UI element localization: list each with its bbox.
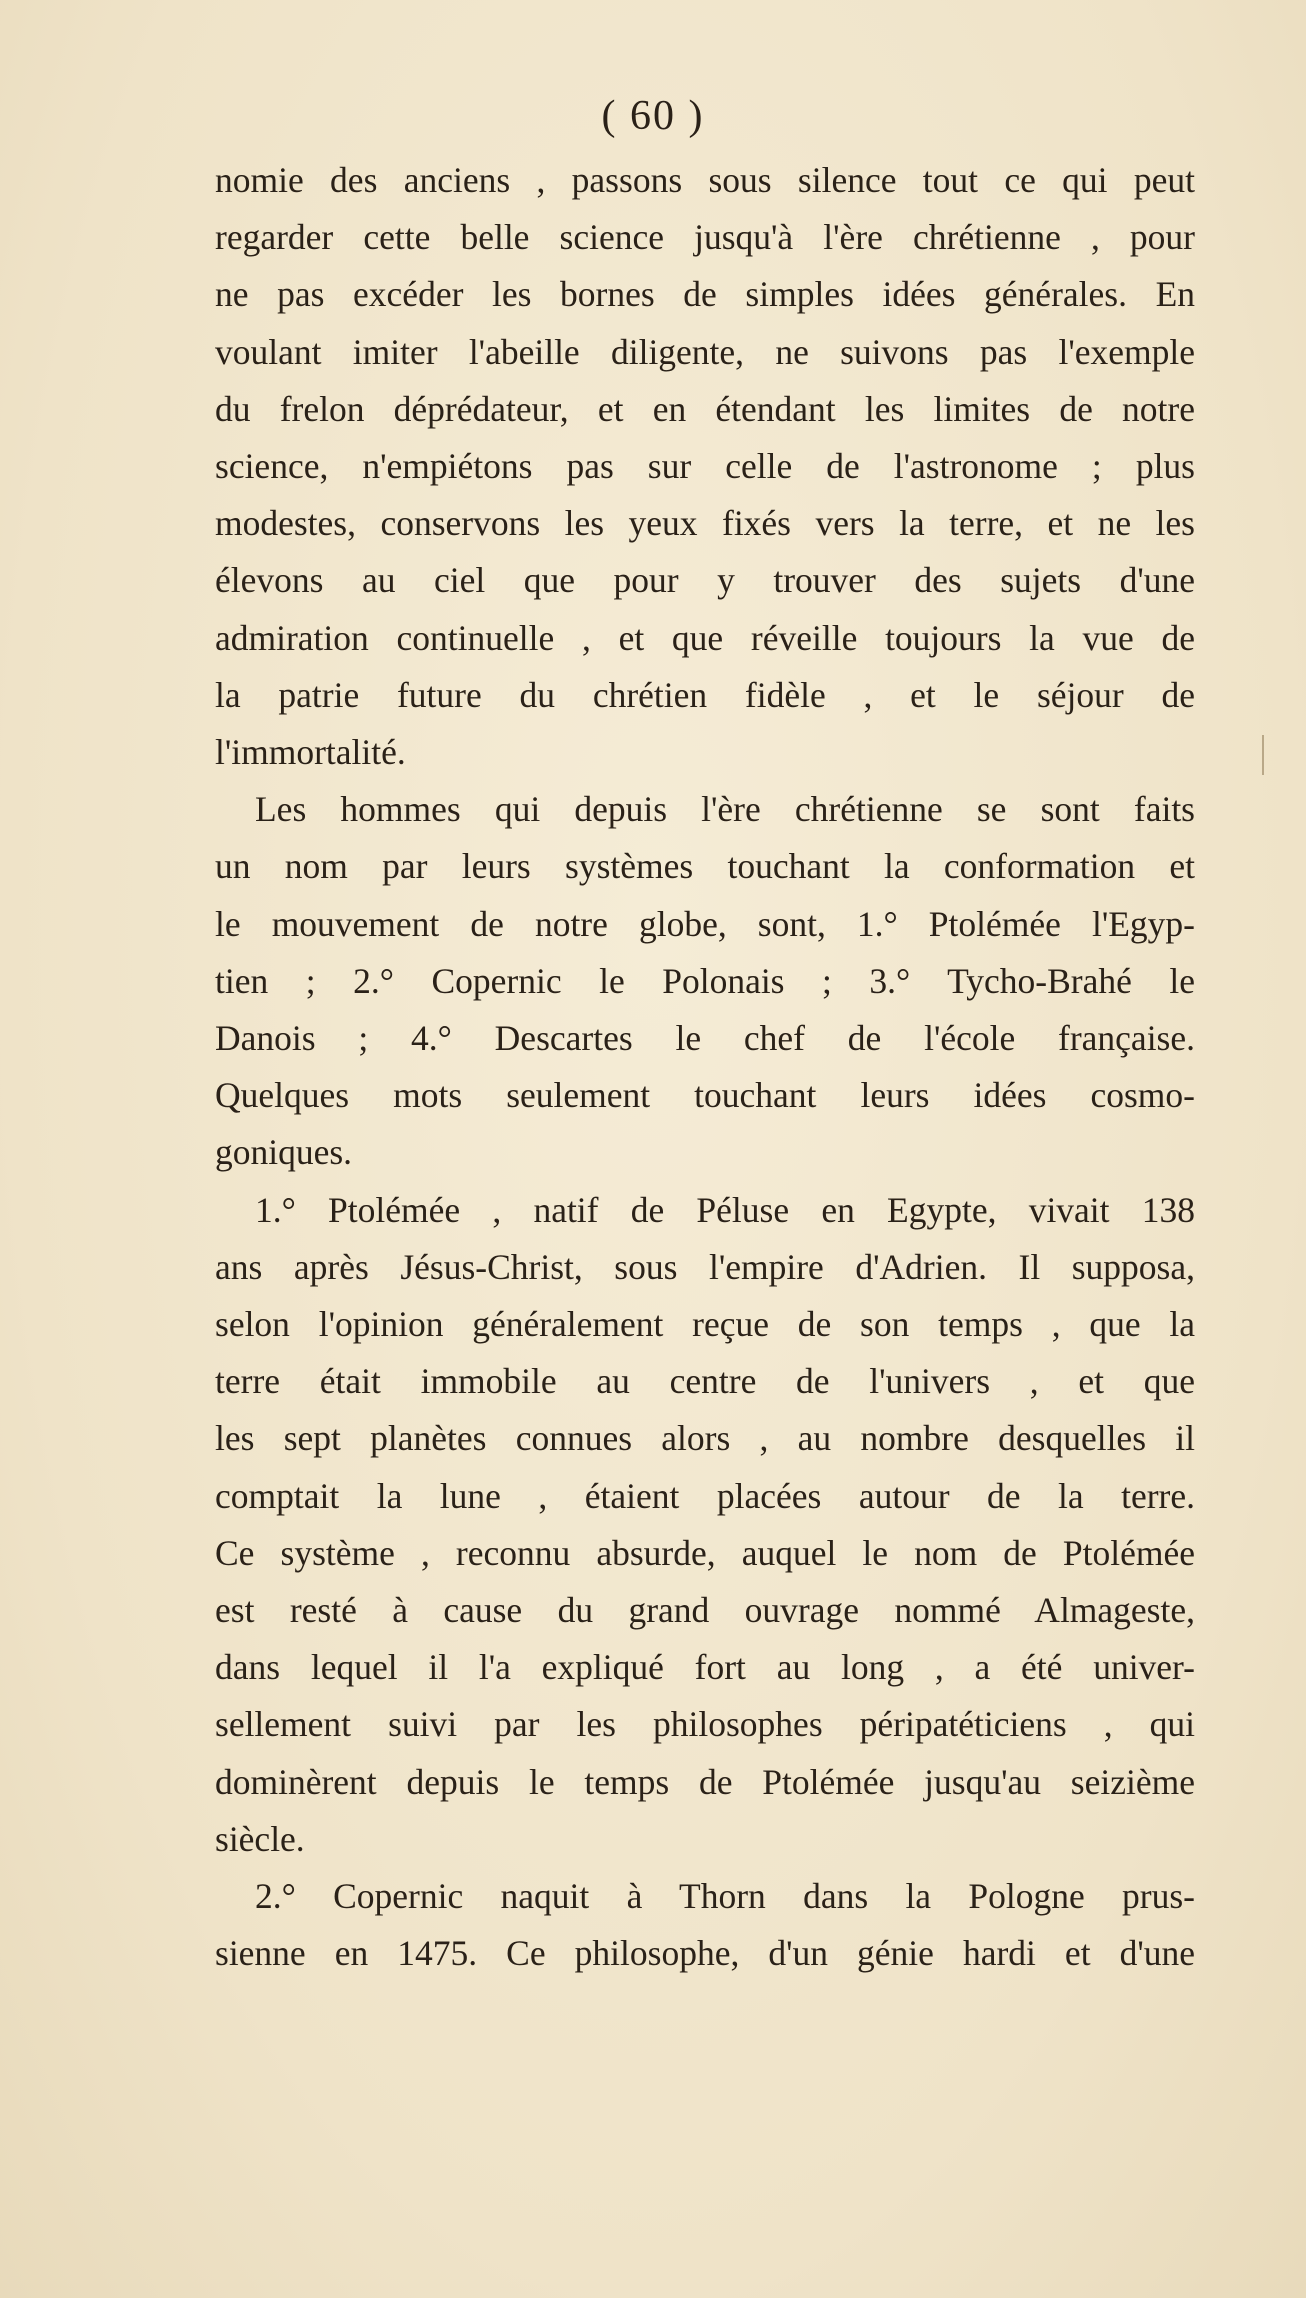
text-line: sienne en 1475. Ce philosophe, d'un génie hardi et d'une <box>215 1933 1195 1974</box>
text-line: goniques. <box>215 1132 353 1173</box>
text-line: terre était immobile au centre de l'univers , et que <box>215 1361 1195 1402</box>
text-line: voulant imiter l'abeille diligente, ne suivons pas l'exemple <box>215 331 1195 372</box>
text-line: la patrie future du chrétien fidèle , et le séjour de <box>215 674 1195 715</box>
page-number: ( 60 ) <box>601 93 705 139</box>
text-line: Quelques mots seulement touchant leurs idées cosmo- <box>215 1075 1195 1116</box>
text-line: selon l'opinion généralement reçue de son temps , que la <box>215 1304 1195 1345</box>
text-line: un nom par leurs systèmes touchant la conformation et <box>215 846 1195 887</box>
text-line: Ce système , reconnu absurde, auquel le nom de Ptolémée <box>215 1532 1195 1573</box>
text-line: est resté à cause du grand ouvrage nommé Almageste, <box>215 1590 1195 1631</box>
text-line: 1.° Ptolémée , natif de Péluse en Egypte, vivait 138 <box>255 1189 1195 1230</box>
text-line: Danois ; 4.° Descartes le chef de l'école française. <box>215 1018 1195 1059</box>
text-line: tien ; 2.° Copernic le Polonais ; 3.° Tycho-Brahé le <box>215 960 1195 1001</box>
text-line: modestes, conservons les yeux fixés vers la terre, et ne les <box>215 503 1195 544</box>
body-text <box>215 152 1195 1983</box>
text-line: du frelon déprédateur, et en étendant les limites de notre <box>215 388 1195 429</box>
text-line: admiration continuelle , et que réveille toujours la vue de <box>215 617 1195 658</box>
text-line: 2.° Copernic naquit à Thorn dans la Pologne prus- <box>255 1876 1195 1917</box>
text-line: comptait la lune , étaient placées autour de la terre. <box>215 1475 1195 1516</box>
text-line: dominèrent depuis le temps de Ptolémée jusqu'au seizième <box>215 1761 1195 1802</box>
text-line: siècle. <box>215 1818 305 1859</box>
margin-mark <box>1262 735 1270 775</box>
text-line: sellement suivi par les philosophes péripatéticiens , qui <box>215 1704 1195 1745</box>
text-line: nomie des anciens , passons sous silence tout ce qui peut <box>215 160 1195 200</box>
text-line: dans lequel il l'a expliqué fort au long , a été univer- <box>215 1647 1195 1688</box>
text-line: ans après Jésus-Christ, sous l'empire d'Adrien. Il supposa, <box>215 1246 1195 1287</box>
text-line: ne pas excéder les bornes de simples idées générales. En <box>215 274 1195 315</box>
text-line: les sept planètes connues alors , au nombre desquelles il <box>215 1418 1195 1459</box>
text-line: l'immortalité. <box>215 732 406 773</box>
text-line: Les hommes qui depuis l'ère chrétienne se sont faits <box>255 789 1195 830</box>
text-line: regarder cette belle science jusqu'à l'ère chrétienne , pour <box>215 217 1195 258</box>
text-line: le mouvement de notre globe, sont, 1.° Ptolémée l'Egyp- <box>215 903 1195 944</box>
text-line: science, n'empiétons pas sur celle de l'astronome ; plus <box>215 446 1195 487</box>
text-line: élevons au ciel que pour y trouver des sujets d'une <box>215 560 1195 601</box>
